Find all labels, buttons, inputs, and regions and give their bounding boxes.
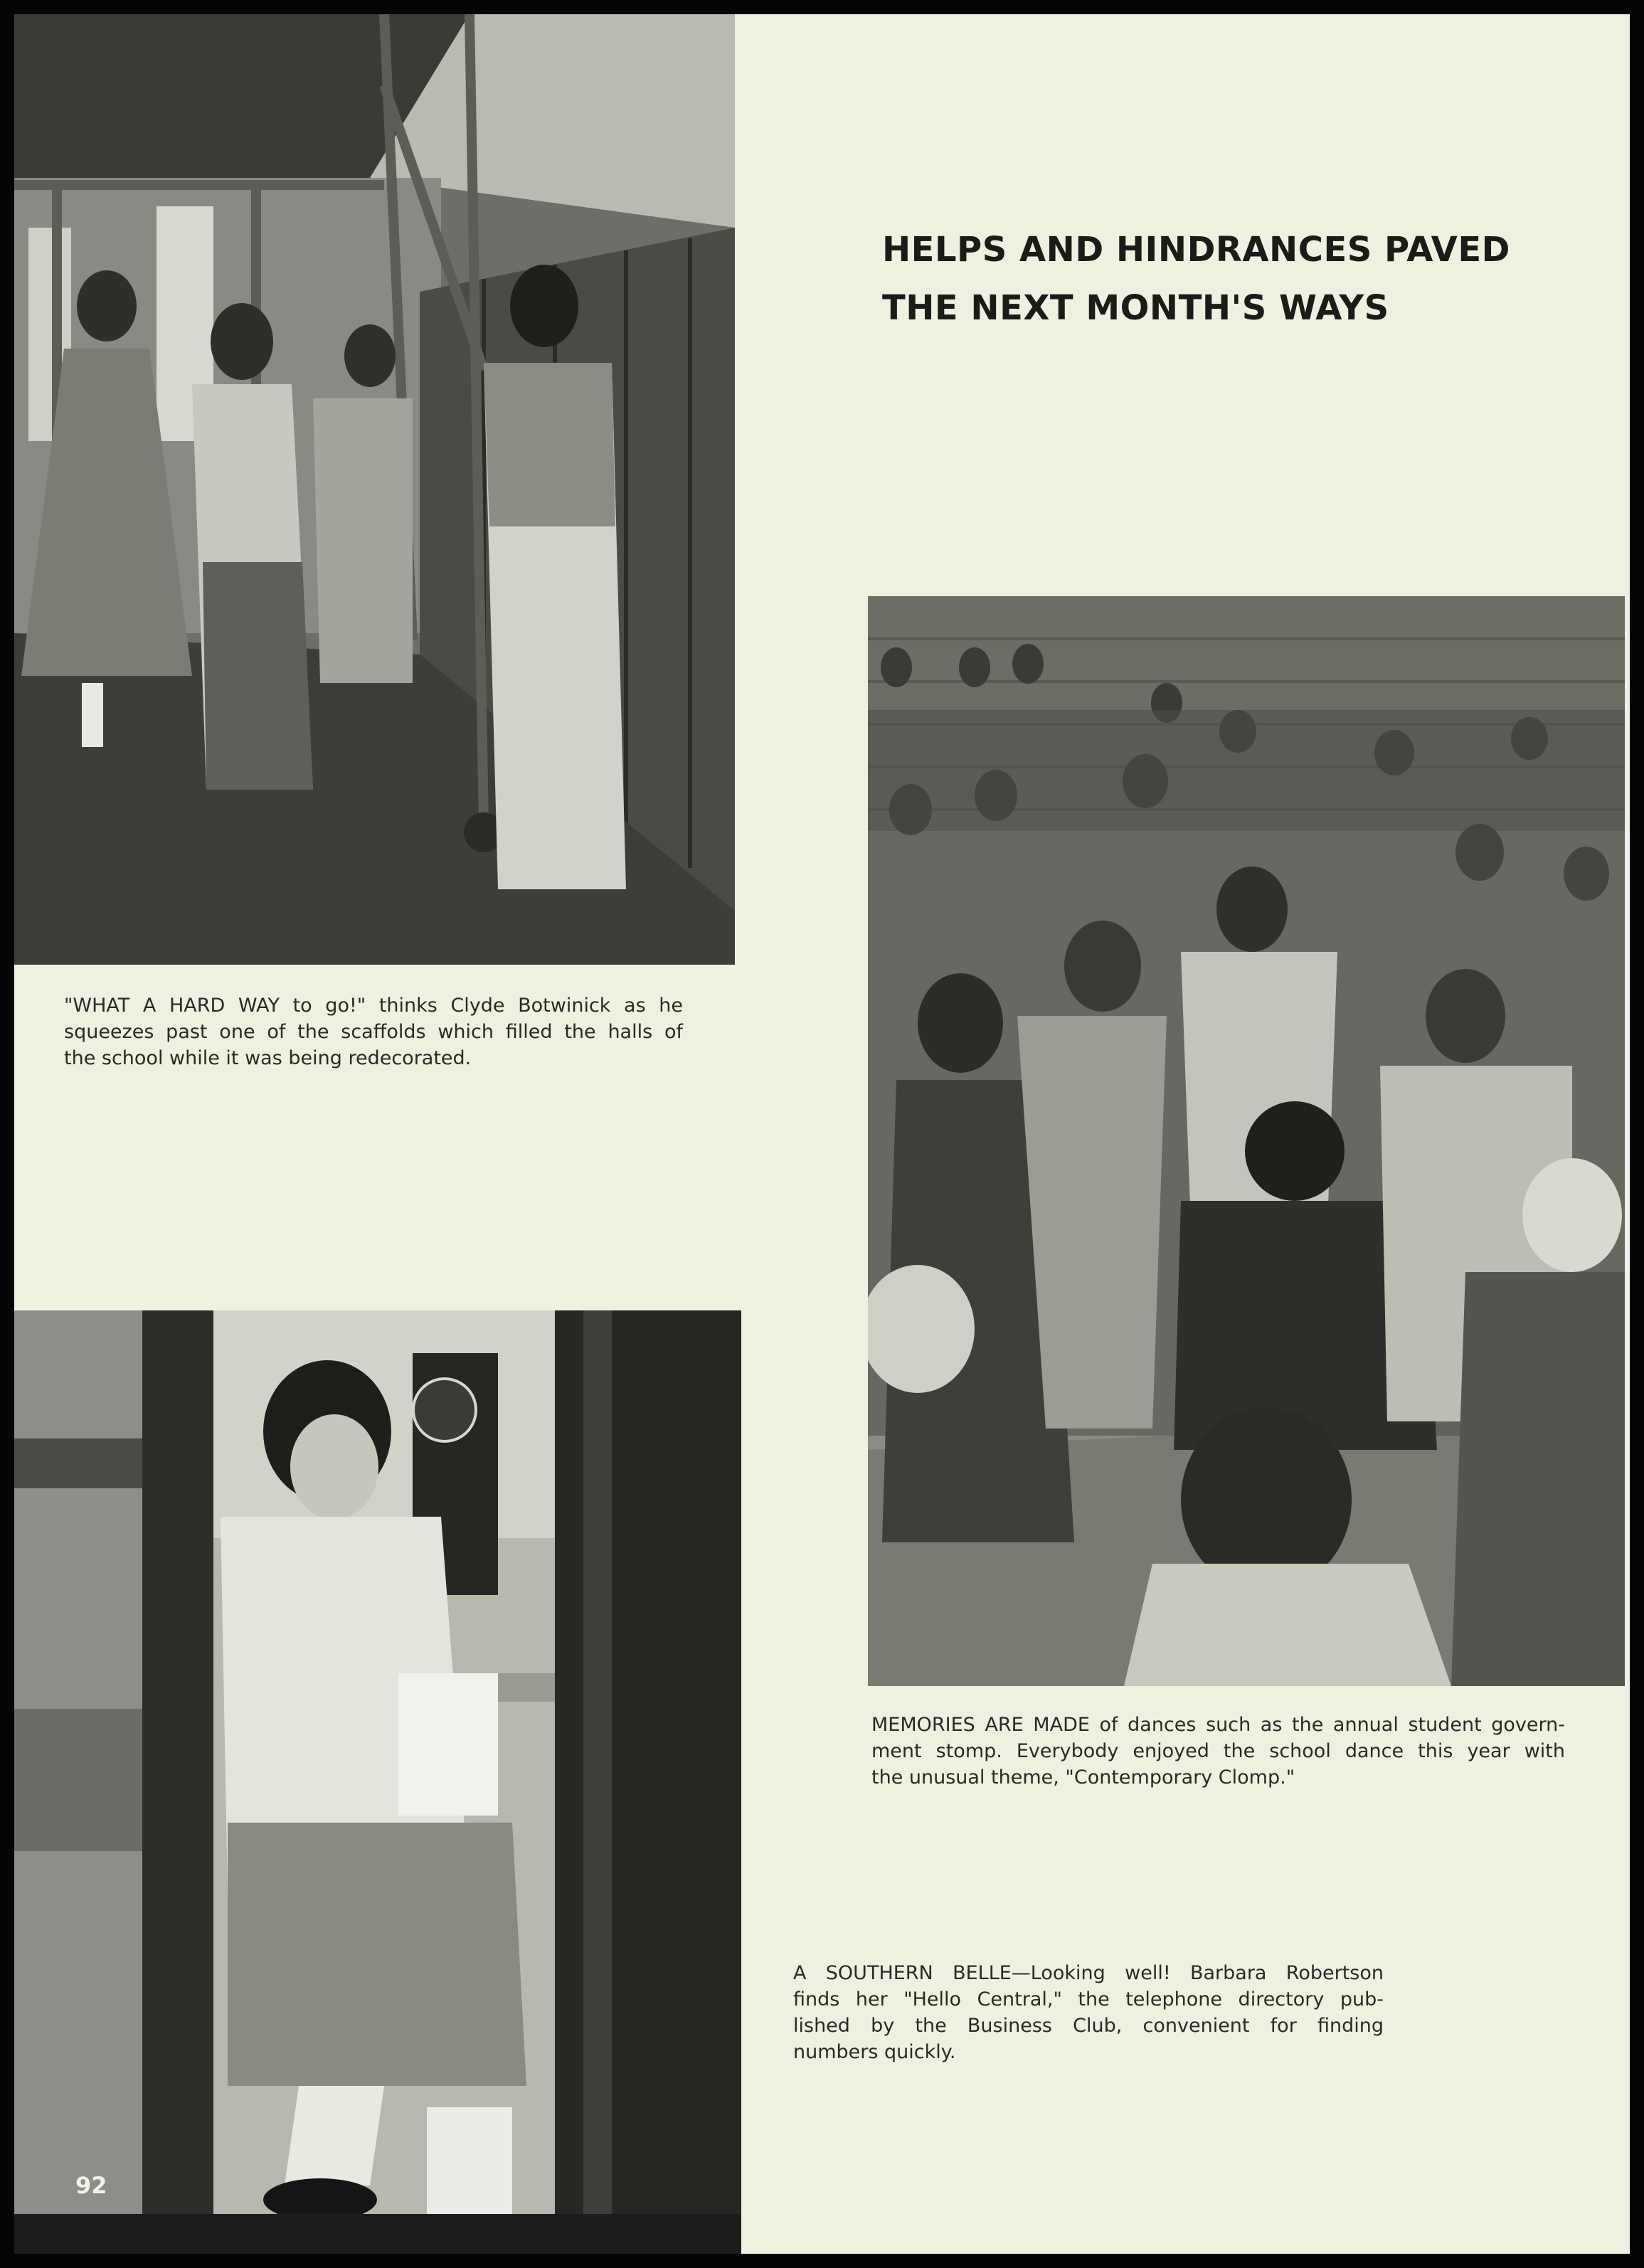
caption-line: finds her "Hello Central," the telephone directory pub- — [793, 1988, 1384, 2010]
dance-crowd-photo — [868, 596, 1625, 1686]
page-headline — [882, 221, 1593, 337]
caption-line: squeezes past one of the scaffolds which filled the halls of — [64, 1021, 683, 1043]
caption-line: the school while it was being redecorated. — [64, 1047, 472, 1069]
headline-line-2: THE NEXT MONTH'S WAYS — [882, 288, 1389, 328]
page-number: 92 — [75, 2172, 107, 2199]
headline-line-1: HELPS AND HINDRANCES PAVED — [882, 230, 1510, 270]
caption-line: A SOUTHERN BELLE—Looking well! Barbara Robertson — [793, 1962, 1384, 1984]
caption-line: the unusual theme, "Contemporary Clomp." — [871, 1766, 1295, 1789]
caption-line: "WHAT A HARD WAY to go!" thinks Clyde Botwinick as he — [64, 995, 683, 1017]
scaffold-caption — [64, 992, 683, 1071]
scaffold-hallway-photo — [14, 14, 735, 965]
phone-caption — [793, 1960, 1384, 2065]
caption-line: lished by the Business Club, convenient for finding — [793, 2015, 1384, 2037]
phone-booth-photo — [14, 1310, 741, 2254]
caption-line: numbers quickly. — [793, 2041, 956, 2063]
caption-line: MEMORIES ARE MADE of dances such as the annual student govern- — [871, 1714, 1565, 1736]
yearbook-page — [14, 14, 1630, 2254]
dance-caption — [871, 1712, 1565, 1791]
caption-line: ment stomp. Everybody enjoyed the school dance this year with — [871, 1740, 1565, 1762]
